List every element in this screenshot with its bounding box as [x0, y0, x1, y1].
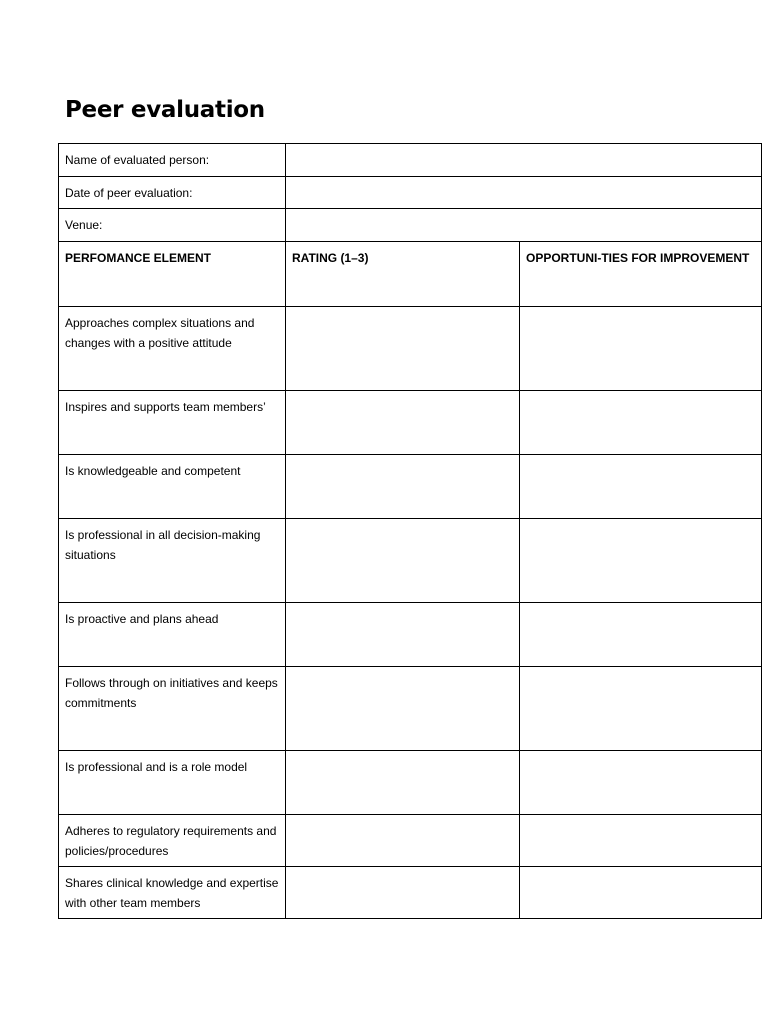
table-row — [59, 751, 762, 815]
info-label: Name of evaluated person: — [59, 144, 286, 177]
rating-cell[interactable] — [286, 603, 520, 667]
element-label: Follows through on initiatives and keeps commitments — [59, 667, 286, 751]
info-value-cell[interactable] — [286, 209, 762, 242]
info-value-cell[interactable] — [286, 144, 762, 177]
element-label: Is knowledgeable and competent — [59, 455, 286, 519]
improvement-cell[interactable] — [520, 751, 762, 815]
page-title: Peer evaluation — [65, 97, 265, 123]
info-label: Venue: — [59, 209, 286, 242]
info-row-venue — [59, 209, 762, 242]
rating-cell[interactable] — [286, 867, 520, 919]
table-row — [59, 519, 762, 603]
rating-cell[interactable] — [286, 667, 520, 751]
element-label: Inspires and supports team members’ — [59, 391, 286, 455]
improvement-cell[interactable] — [520, 667, 762, 751]
element-label: Is proactive and plans ahead — [59, 603, 286, 667]
improvement-cell[interactable] — [520, 391, 762, 455]
info-row-date — [59, 177, 762, 209]
table-row — [59, 455, 762, 519]
peer-evaluation-table — [58, 143, 762, 919]
table-header-row — [59, 242, 762, 307]
improvement-cell[interactable] — [520, 519, 762, 603]
improvement-cell[interactable] — [520, 307, 762, 391]
table-row — [59, 603, 762, 667]
element-label: Adheres to regulatory requirements and policies/procedures — [59, 815, 286, 867]
info-label: Date of peer evaluation: — [59, 177, 286, 209]
rating-cell[interactable] — [286, 519, 520, 603]
column-header: RATING (1–3) — [286, 242, 520, 307]
improvement-cell[interactable] — [520, 455, 762, 519]
element-label: Shares clinical knowledge and expertise with other team members — [59, 867, 286, 919]
rating-cell[interactable] — [286, 815, 520, 867]
rating-cell[interactable] — [286, 455, 520, 519]
info-row-name — [59, 144, 762, 177]
element-label: Is professional and is a role model — [59, 751, 286, 815]
rating-cell[interactable] — [286, 307, 520, 391]
element-label: Is professional in all decision-making situations — [59, 519, 286, 603]
improvement-cell[interactable] — [520, 603, 762, 667]
table-row — [59, 815, 762, 867]
rating-cell[interactable] — [286, 751, 520, 815]
table-row — [59, 667, 762, 751]
rating-cell[interactable] — [286, 391, 520, 455]
table-row — [59, 307, 762, 391]
table-row — [59, 867, 762, 919]
improvement-cell[interactable] — [520, 815, 762, 867]
element-label: Approaches complex situations and changes with a positive attitude — [59, 307, 286, 391]
info-value-cell[interactable] — [286, 177, 762, 209]
table-row — [59, 391, 762, 455]
improvement-cell[interactable] — [520, 867, 762, 919]
column-header: OPPORTUNI-TIES FOR IMPROVEMENT — [520, 242, 762, 307]
column-header: PERFOMANCE ELEMENT — [59, 242, 286, 307]
